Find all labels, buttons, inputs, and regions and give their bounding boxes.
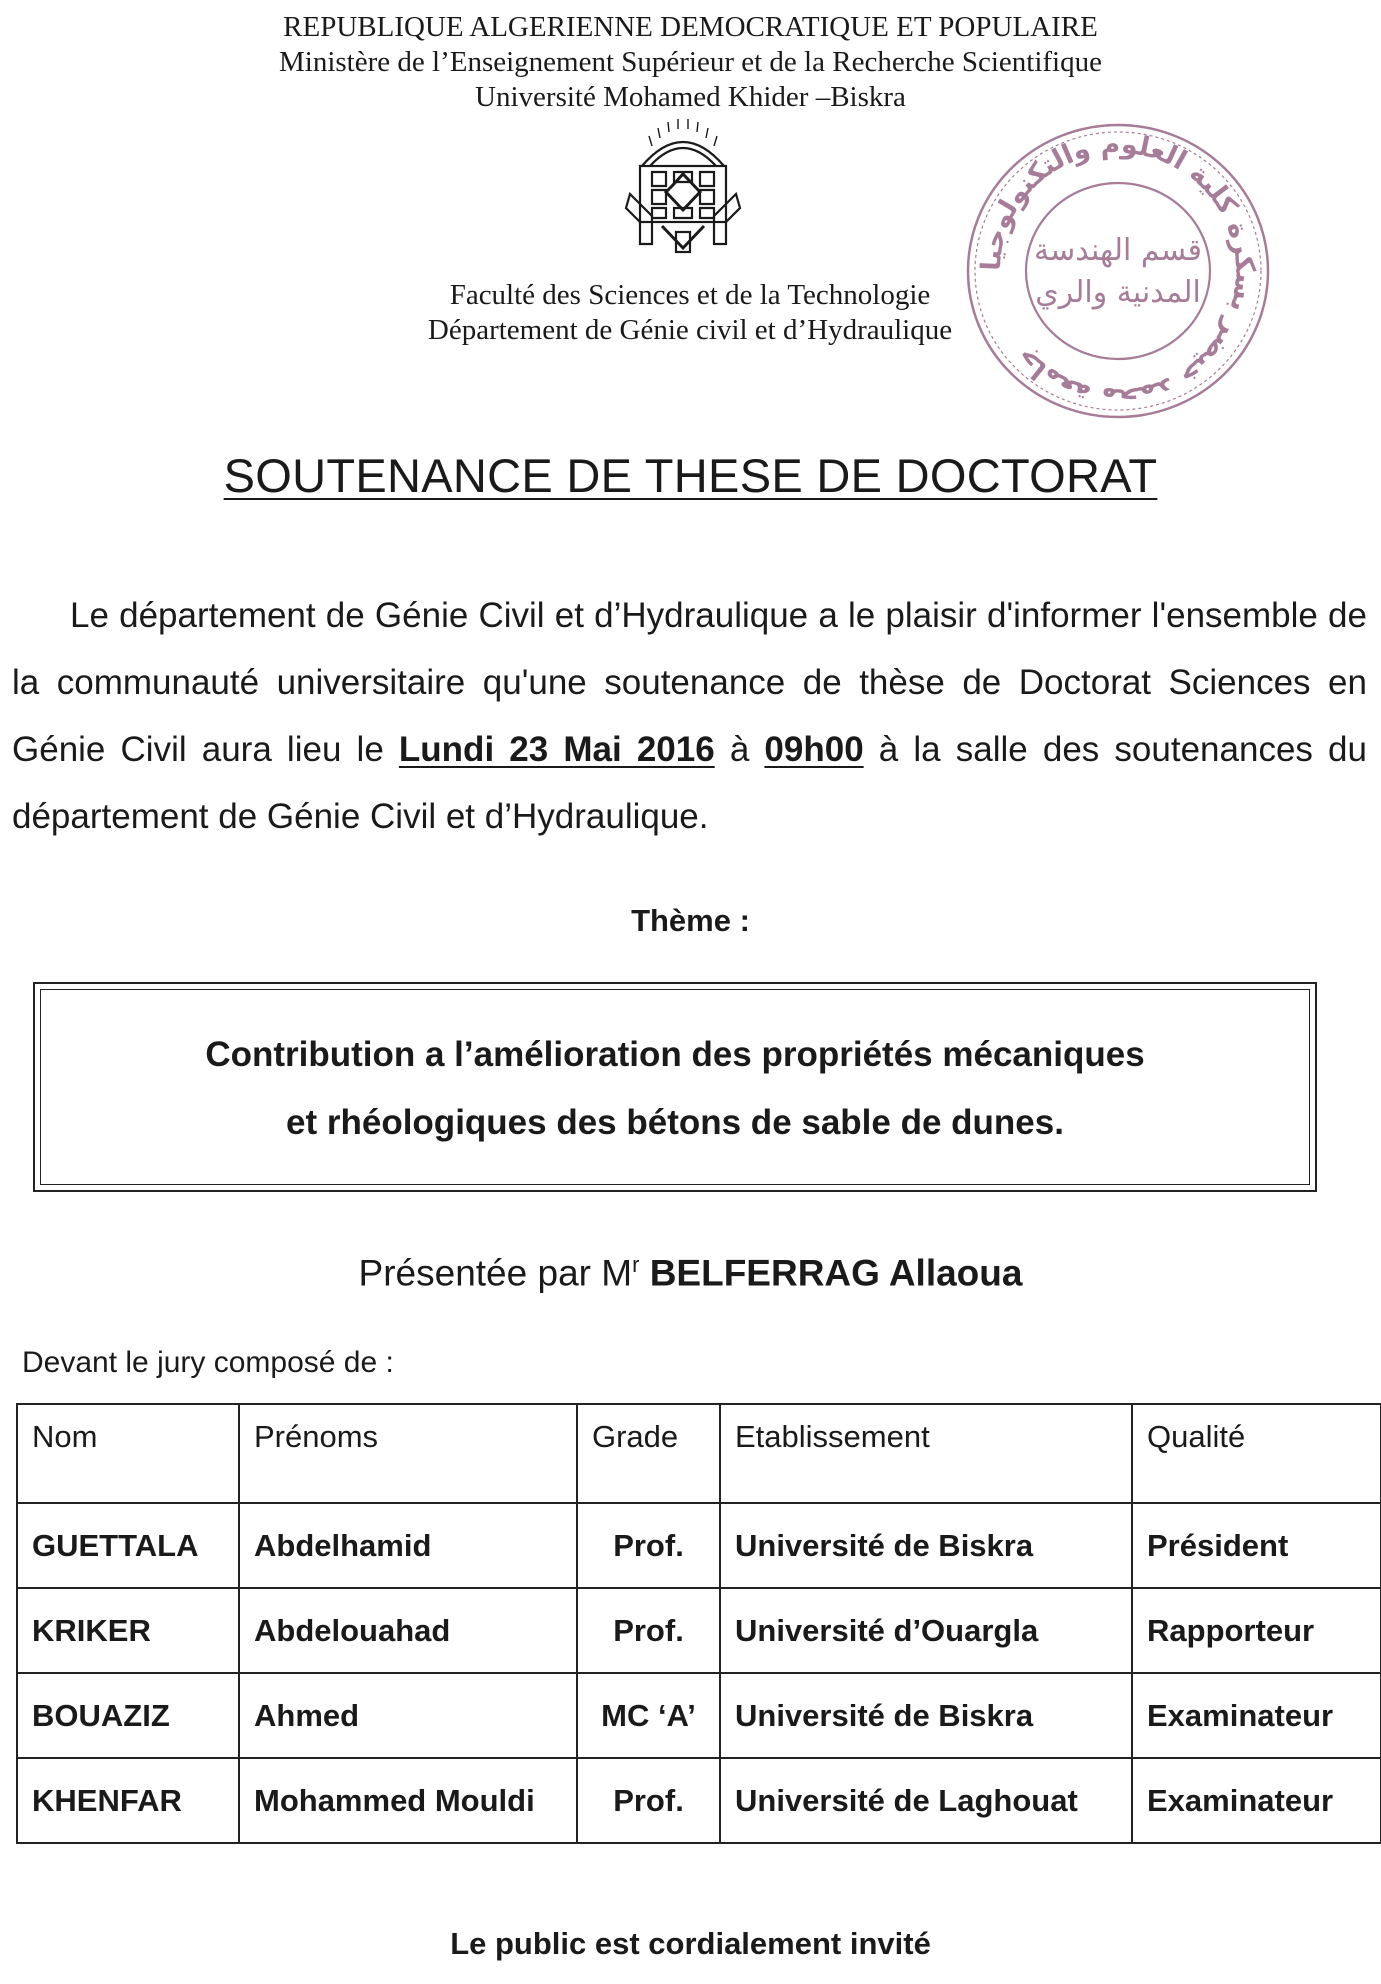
cell-etablissement: Université de Laghouat [720, 1758, 1132, 1843]
jury-intro: Devant le jury composé de : [22, 1346, 394, 1379]
stamp-center-line-1: قسم الهندسة [1034, 233, 1202, 268]
announcement-text-start: Le département de Génie Civil et d’Hydraulique a le plaisir d'informer l'ensemble de la communauté universitaire qu'une soutenance de thèse de Doctorat Sciences en Génie Civil aura lieu le [12, 596, 1367, 769]
university-logo [622, 116, 744, 258]
presenter-prefix: Présentée par M [358, 1252, 633, 1294]
cell-prenoms: Ahmed [239, 1673, 577, 1758]
header-department: Département de Génie civil et d’Hydraulique [427, 314, 953, 346]
cell-prenoms: Abdelouahad [239, 1588, 577, 1673]
theme-title [0, 1021, 1350, 1157]
cell-grade: MC ‘A’ [577, 1673, 720, 1758]
announcement-paragraph [12, 582, 1367, 850]
jury-table [16, 1403, 1381, 1844]
theme-line-2: et rhéologiques des bétons de sable de dunes. [286, 1103, 1064, 1142]
table-row [17, 1758, 1381, 1843]
table-header-row [17, 1404, 1381, 1503]
presenter [0, 1252, 1381, 1294]
cell-prenoms: Abdelhamid [239, 1503, 577, 1588]
defense-date: Lundi 23 Mai 2016 [398, 730, 715, 769]
cell-nom: KHENFAR [17, 1758, 239, 1843]
announcement-text-end: à la salle des soutenances du département de Génie Civil et d’Hydraulique. [12, 730, 1367, 836]
stamp-center-line-2: المدنية والري [1035, 275, 1201, 310]
presenter-title-sup: r [632, 1252, 640, 1277]
department-stamp [962, 118, 1274, 424]
theme-line-1: Contribution a l’amélioration des propriétés mécaniques [205, 1035, 1145, 1074]
cell-qualite: Rapporteur [1132, 1588, 1381, 1673]
column-header-grade: Grade [577, 1404, 720, 1503]
column-header-qualite: Qualité [1132, 1404, 1381, 1503]
cell-etablissement: Université de Biskra [720, 1503, 1132, 1588]
cell-qualite: Examinateur [1132, 1758, 1381, 1843]
table-row [17, 1673, 1381, 1758]
cell-etablissement: Université d’Ouargla [720, 1588, 1132, 1673]
table-row [17, 1588, 1381, 1673]
cell-qualite: Examinateur [1132, 1673, 1381, 1758]
cell-prenoms: Mohammed Mouldi [239, 1758, 577, 1843]
table-row [17, 1503, 1381, 1588]
cell-nom: GUETTALA [17, 1503, 239, 1588]
svg-text:جامعة محمد خيضر بسكرة كلية الع [976, 129, 1261, 414]
cell-nom: KRIKER [17, 1588, 239, 1673]
header-university: Université Mohamed Khider –Biskra [475, 81, 906, 113]
header-country: REPUBLIQUE ALGERIENNE DEMOCRATIQUE ET POPULAIRE [283, 11, 1098, 43]
column-header-etablissement: Etablissement [720, 1404, 1132, 1503]
theme-label: Thème : [631, 903, 750, 938]
header-faculty: Faculté des Sciences et de la Technologie [449, 279, 931, 311]
cell-grade: Prof. [577, 1758, 720, 1843]
presenter-name: BELFERRAG Allaoua [649, 1252, 1023, 1294]
stamp-ring-text: جامعة محمد خيضر بسكرة كلية العلوم والتكنولوجيا [975, 128, 1261, 414]
cell-qualite: Président [1132, 1503, 1381, 1588]
cell-etablissement: Université de Biskra [720, 1673, 1132, 1758]
announcement-text-between: à [714, 730, 765, 769]
cell-grade: Prof. [577, 1503, 720, 1588]
defense-time: 09h00 [764, 730, 864, 769]
closing-invitation: Le public est cordialement invité [450, 1926, 931, 1961]
cell-nom: BOUAZIZ [17, 1673, 239, 1758]
page-title: SOUTENANCE DE THESE DE DOCTORAT [223, 449, 1158, 502]
cell-grade: Prof. [577, 1588, 720, 1673]
column-header-nom: Nom [17, 1404, 239, 1503]
header-ministry: Ministère de l’Enseignement Supérieur et de la Recherche Scientifique [279, 46, 1102, 78]
column-header-prenoms: Prénoms [239, 1404, 577, 1503]
